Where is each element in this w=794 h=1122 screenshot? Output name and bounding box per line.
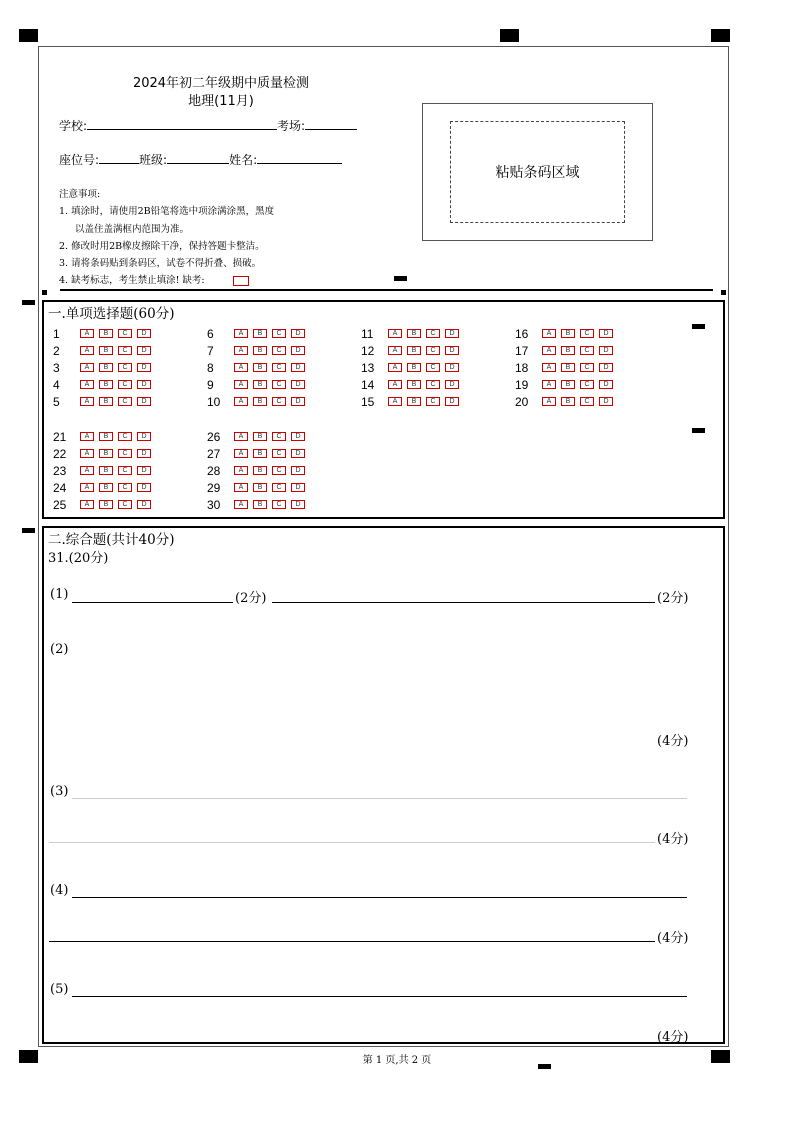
mc-option-bubble[interactable]: C bbox=[118, 380, 132, 389]
mc-option-bubble[interactable]: D bbox=[599, 329, 613, 338]
mc-option-bubble[interactable]: A bbox=[80, 500, 94, 509]
part-1-label: (1) bbox=[50, 587, 69, 602]
mc-question bbox=[207, 464, 310, 477]
note-item: 2. 修改时用2B橡皮擦除干净，保持答题卡整洁。 bbox=[59, 240, 265, 252]
mc-option-bubble[interactable]: D bbox=[291, 397, 305, 406]
mc-option-bubble[interactable]: C bbox=[426, 346, 440, 355]
mc-option-bubble[interactable]: D bbox=[291, 363, 305, 372]
question-31-label: 31.(20分) bbox=[48, 551, 109, 566]
mc-option-bubble[interactable]: A bbox=[80, 346, 94, 355]
seat-class-name-row bbox=[59, 151, 342, 168]
mc-question bbox=[53, 481, 156, 494]
mc-option-bubble[interactable]: B bbox=[407, 397, 421, 406]
mc-question-number: 30 bbox=[207, 497, 221, 512]
mc-question bbox=[207, 361, 310, 374]
registration-mark-top-right bbox=[711, 29, 730, 42]
mc-option-bubble[interactable]: A bbox=[542, 329, 556, 338]
mc-question bbox=[207, 481, 310, 494]
mc-option-bubble[interactable]: A bbox=[234, 449, 248, 458]
header-separator bbox=[60, 289, 713, 291]
mc-option-bubble[interactable]: D bbox=[291, 346, 305, 355]
mc-option-bubble[interactable]: A bbox=[388, 363, 402, 372]
mc-option-bubble[interactable]: B bbox=[99, 500, 113, 509]
mc-option-bubble[interactable]: B bbox=[99, 397, 113, 406]
mc-option-bubble[interactable]: D bbox=[599, 397, 613, 406]
mc-option-bubble[interactable]: C bbox=[118, 397, 132, 406]
mc-question bbox=[207, 430, 310, 443]
mc-question-number: 6 bbox=[207, 326, 214, 341]
mc-option-bubble[interactable]: A bbox=[80, 466, 94, 475]
mc-option-bubble[interactable]: D bbox=[291, 432, 305, 441]
mc-option-bubble[interactable]: D bbox=[137, 500, 151, 509]
mc-option-bubble[interactable]: D bbox=[137, 329, 151, 338]
mc-question bbox=[53, 430, 156, 443]
mc-option-bubble[interactable]: B bbox=[253, 449, 267, 458]
part-2-score: (4分) bbox=[657, 734, 689, 749]
mc-option-bubble[interactable]: B bbox=[99, 483, 113, 492]
mc-option-bubble[interactable]: D bbox=[291, 449, 305, 458]
part-3-score: (4分) bbox=[657, 832, 689, 847]
exam-title: 2024年初二年级期中质量检测 bbox=[132, 76, 310, 91]
mc-option-bubble[interactable]: A bbox=[80, 363, 94, 372]
absent-checkbox[interactable] bbox=[233, 276, 249, 286]
mc-question-number: 1 bbox=[53, 326, 60, 341]
mc-option-bubble[interactable]: A bbox=[388, 380, 402, 389]
mc-question bbox=[53, 395, 156, 408]
mc-question bbox=[207, 327, 310, 340]
mc-option-bubble[interactable]: D bbox=[599, 363, 613, 372]
registration-mark-top-center bbox=[500, 29, 519, 42]
mc-option-bubble[interactable]: D bbox=[291, 483, 305, 492]
mc-option-bubble[interactable]: C bbox=[272, 329, 286, 338]
mc-option-bubble[interactable]: B bbox=[253, 483, 267, 492]
mc-option-bubble[interactable]: C bbox=[580, 363, 594, 372]
mc-question-number: 14 bbox=[361, 377, 375, 392]
exam-room-label: 考场: bbox=[277, 119, 306, 133]
mc-question bbox=[361, 361, 464, 374]
mc-question bbox=[53, 498, 156, 511]
part-1-answer-line-a[interactable] bbox=[72, 602, 233, 603]
class-input[interactable] bbox=[167, 151, 229, 164]
mc-option-bubble[interactable]: D bbox=[137, 466, 151, 475]
mc-option-bubble[interactable]: C bbox=[118, 432, 132, 441]
mc-option-bubble[interactable]: C bbox=[118, 329, 132, 338]
note-item: 以盖住盖满框内范围为准。 bbox=[75, 223, 190, 235]
part-5-answer-line[interactable] bbox=[72, 996, 687, 997]
school-label: 学校: bbox=[59, 119, 88, 133]
mc-question-number: 5 bbox=[53, 394, 60, 409]
mc-option-bubble[interactable]: B bbox=[253, 397, 267, 406]
note-item-absent: 4. 缺考标志，考生禁止填涂! 缺考: bbox=[59, 272, 274, 289]
part-3-answer-line-a[interactable] bbox=[72, 798, 687, 799]
mc-option-bubble[interactable]: D bbox=[137, 397, 151, 406]
mc-option-bubble[interactable]: A bbox=[234, 397, 248, 406]
mc-option-bubble[interactable]: A bbox=[234, 346, 248, 355]
mc-option-bubble[interactable]: B bbox=[99, 432, 113, 441]
instructions bbox=[59, 186, 274, 290]
mc-option-bubble[interactable]: A bbox=[80, 397, 94, 406]
mc-option-bubble[interactable]: A bbox=[234, 380, 248, 389]
mc-option-bubble[interactable]: A bbox=[388, 329, 402, 338]
mc-question bbox=[515, 344, 618, 357]
mc-question bbox=[53, 327, 156, 340]
mc-option-bubble[interactable]: B bbox=[253, 363, 267, 372]
mc-option-bubble[interactable]: A bbox=[542, 346, 556, 355]
mc-option-bubble[interactable]: C bbox=[118, 466, 132, 475]
part-4-answer-line-b[interactable] bbox=[49, 941, 655, 942]
mc-option-bubble[interactable]: B bbox=[253, 432, 267, 441]
mc-option-bubble[interactable]: D bbox=[445, 346, 459, 355]
mc-option-bubble[interactable]: A bbox=[234, 483, 248, 492]
mc-option-bubble[interactable]: B bbox=[561, 363, 575, 372]
mc-option-bubble[interactable]: D bbox=[291, 500, 305, 509]
mc-option-bubble[interactable]: D bbox=[137, 363, 151, 372]
name-input[interactable] bbox=[257, 151, 342, 164]
mc-question bbox=[207, 447, 310, 460]
mc-option-bubble[interactable]: C bbox=[426, 397, 440, 406]
mc-question bbox=[361, 395, 464, 408]
mc-option-bubble[interactable]: D bbox=[291, 466, 305, 475]
mc-option-bubble[interactable]: A bbox=[234, 500, 248, 509]
mc-option-bubble[interactable]: D bbox=[137, 483, 151, 492]
mc-option-bubble[interactable]: A bbox=[234, 466, 248, 475]
mc-option-bubble[interactable]: A bbox=[80, 329, 94, 338]
mc-question-number: 15 bbox=[361, 394, 375, 409]
mc-option-bubble[interactable]: B bbox=[99, 466, 113, 475]
mc-question bbox=[207, 344, 310, 357]
mc-option-bubble[interactable]: B bbox=[99, 363, 113, 372]
mc-question-number: 20 bbox=[515, 394, 529, 409]
mc-question-number: 8 bbox=[207, 360, 214, 375]
mc-option-bubble[interactable]: A bbox=[234, 329, 248, 338]
mc-option-bubble[interactable]: B bbox=[407, 346, 421, 355]
barcode-area bbox=[450, 121, 625, 223]
mc-option-bubble[interactable]: D bbox=[445, 397, 459, 406]
mc-option-bubble[interactable]: C bbox=[580, 329, 594, 338]
mc-option-bubble[interactable]: B bbox=[253, 380, 267, 389]
notes-title: 注意事项: bbox=[59, 189, 101, 200]
mc-question-number: 28 bbox=[207, 463, 221, 478]
mc-question bbox=[53, 344, 156, 357]
mc-option-bubble[interactable]: D bbox=[137, 432, 151, 441]
mc-option-bubble[interactable]: D bbox=[291, 380, 305, 389]
mc-question-number: 23 bbox=[53, 463, 67, 478]
mc-option-bubble[interactable]: B bbox=[253, 466, 267, 475]
mc-question-number: 11 bbox=[361, 326, 374, 341]
mc-option-bubble[interactable]: D bbox=[599, 346, 613, 355]
mc-question bbox=[207, 395, 310, 408]
mc-option-bubble[interactable]: C bbox=[118, 346, 132, 355]
timing-mark bbox=[22, 300, 35, 305]
mc-option-bubble[interactable]: C bbox=[272, 432, 286, 441]
mc-question bbox=[53, 447, 156, 460]
mc-question-number: 26 bbox=[207, 429, 221, 444]
mc-question bbox=[515, 378, 618, 391]
mc-option-bubble[interactable]: B bbox=[99, 380, 113, 389]
mc-option-bubble[interactable]: C bbox=[272, 466, 286, 475]
mc-option-bubble[interactable]: D bbox=[445, 329, 459, 338]
mc-option-bubble[interactable]: A bbox=[542, 380, 556, 389]
mc-option-bubble[interactable]: C bbox=[118, 363, 132, 372]
mc-option-bubble[interactable]: B bbox=[561, 346, 575, 355]
mc-option-bubble[interactable]: A bbox=[80, 449, 94, 458]
mc-question-number: 17 bbox=[515, 343, 529, 358]
part-3-label: (3) bbox=[50, 784, 69, 799]
mc-option-bubble[interactable]: B bbox=[253, 500, 267, 509]
mc-question-number: 29 bbox=[207, 480, 221, 495]
mc-question bbox=[515, 327, 618, 340]
seat-input[interactable] bbox=[99, 151, 139, 164]
mc-option-bubble[interactable]: B bbox=[407, 363, 421, 372]
mc-option-bubble[interactable]: D bbox=[599, 380, 613, 389]
mc-option-bubble[interactable]: D bbox=[445, 380, 459, 389]
mc-question bbox=[207, 498, 310, 511]
note-item: 3. 请将条码贴到条码区，试卷不得折叠、损破。 bbox=[59, 258, 262, 270]
part-1-score-b: (2分) bbox=[657, 591, 689, 606]
part-4-score: (4分) bbox=[657, 931, 689, 946]
timing-mark bbox=[22, 528, 35, 533]
mc-option-bubble[interactable]: D bbox=[445, 363, 459, 372]
mc-option-bubble[interactable]: B bbox=[561, 380, 575, 389]
mc-option-bubble[interactable]: A bbox=[80, 483, 94, 492]
mc-option-bubble[interactable]: A bbox=[388, 346, 402, 355]
mc-question bbox=[53, 361, 156, 374]
mc-question bbox=[53, 464, 156, 477]
class-label: 班级: bbox=[139, 153, 168, 167]
mc-question-number: 18 bbox=[515, 360, 529, 375]
mc-option-bubble[interactable]: B bbox=[407, 329, 421, 338]
page-footer: 第 1 页,共 2 页 bbox=[362, 1055, 432, 1066]
mc-question-number: 4 bbox=[53, 377, 60, 392]
mc-option-bubble[interactable]: B bbox=[253, 329, 267, 338]
mc-option-bubble[interactable]: C bbox=[272, 483, 286, 492]
mc-option-bubble[interactable]: A bbox=[80, 380, 94, 389]
mc-option-bubble[interactable]: B bbox=[407, 380, 421, 389]
part-5-score: (4分) bbox=[657, 1030, 689, 1045]
part-3-answer-line-b[interactable] bbox=[49, 842, 655, 843]
mc-option-bubble[interactable]: C bbox=[272, 397, 286, 406]
section2-title: 二.综合题(共计40分) bbox=[48, 532, 175, 548]
mc-question-number: 2 bbox=[53, 343, 60, 358]
mc-option-bubble[interactable]: C bbox=[272, 449, 286, 458]
mc-option-bubble[interactable]: C bbox=[118, 449, 132, 458]
mc-question bbox=[515, 395, 618, 408]
part-5-label: (5) bbox=[50, 982, 69, 997]
mc-option-bubble[interactable]: D bbox=[137, 380, 151, 389]
mc-option-bubble[interactable]: A bbox=[234, 363, 248, 372]
part-1-score-a: (2分) bbox=[235, 591, 267, 606]
mc-option-bubble[interactable]: B bbox=[99, 346, 113, 355]
mc-question-number: 13 bbox=[361, 360, 375, 375]
mc-question-number: 7 bbox=[207, 343, 214, 358]
part-4-answer-line-a[interactable] bbox=[72, 897, 687, 898]
barcode-label: 粘贴条码区域 bbox=[495, 165, 580, 181]
mc-option-bubble[interactable]: D bbox=[291, 329, 305, 338]
mc-option-bubble[interactable]: B bbox=[99, 449, 113, 458]
mc-question-number: 3 bbox=[53, 360, 60, 375]
mc-question bbox=[207, 378, 310, 391]
mc-question-number: 21 bbox=[53, 429, 67, 444]
mc-question-number: 24 bbox=[53, 480, 67, 495]
mc-option-bubble[interactable]: C bbox=[580, 397, 594, 406]
mc-option-bubble[interactable]: C bbox=[118, 483, 132, 492]
mc-option-bubble[interactable]: D bbox=[137, 346, 151, 355]
mc-option-bubble[interactable]: A bbox=[234, 432, 248, 441]
comprehensive-section bbox=[42, 526, 725, 1044]
mc-option-bubble[interactable]: A bbox=[80, 432, 94, 441]
mc-option-bubble[interactable]: C bbox=[272, 500, 286, 509]
mc-question bbox=[361, 344, 464, 357]
part-2-label: (2) bbox=[50, 642, 69, 657]
mc-option-bubble[interactable]: C bbox=[426, 329, 440, 338]
note-item: 1. 填涂时，请使用2B铅笔将选中项涂满涂黑，黑度 bbox=[59, 206, 275, 218]
mc-option-bubble[interactable]: B bbox=[253, 346, 267, 355]
mc-question-number: 27 bbox=[207, 446, 221, 461]
mc-option-bubble[interactable]: B bbox=[99, 329, 113, 338]
mc-question-number: 19 bbox=[515, 377, 529, 392]
mc-option-bubble[interactable]: D bbox=[137, 449, 151, 458]
mc-question-number: 10 bbox=[207, 394, 221, 409]
mc-option-bubble[interactable]: A bbox=[542, 397, 556, 406]
mc-option-bubble[interactable]: C bbox=[272, 380, 286, 389]
section1-title: 一.单项选择题(60分) bbox=[48, 306, 175, 322]
mc-option-bubble[interactable]: B bbox=[561, 397, 575, 406]
mc-option-bubble[interactable]: C bbox=[118, 500, 132, 509]
mc-option-bubble[interactable]: A bbox=[388, 397, 402, 406]
exam-subtitle: 地理(11月) bbox=[188, 94, 254, 109]
mc-option-bubble[interactable]: B bbox=[561, 329, 575, 338]
mc-question-number: 16 bbox=[515, 326, 529, 341]
mc-option-bubble[interactable]: C bbox=[426, 363, 440, 372]
mc-question bbox=[361, 378, 464, 391]
mc-question-number: 12 bbox=[361, 343, 375, 358]
mc-question bbox=[515, 361, 618, 374]
registration-mark-top-left bbox=[19, 29, 38, 42]
mc-option-bubble[interactable]: C bbox=[272, 363, 286, 372]
school-input[interactable] bbox=[87, 117, 277, 130]
school-exam-room-row bbox=[59, 117, 357, 134]
mc-option-bubble[interactable]: A bbox=[542, 363, 556, 372]
mc-question-number: 9 bbox=[207, 377, 214, 392]
part-4-label: (4) bbox=[50, 883, 69, 898]
mc-option-bubble[interactable]: C bbox=[580, 380, 594, 389]
name-label: 姓名: bbox=[229, 153, 258, 167]
mc-option-bubble[interactable]: C bbox=[580, 346, 594, 355]
seat-label: 座位号: bbox=[59, 153, 100, 167]
exam-room-input[interactable] bbox=[305, 117, 357, 130]
mc-question-number: 25 bbox=[53, 497, 67, 512]
mc-question-number: 22 bbox=[53, 446, 67, 461]
mc-question bbox=[361, 327, 464, 340]
mc-option-bubble[interactable]: C bbox=[426, 380, 440, 389]
part-1-answer-line-b[interactable] bbox=[272, 602, 655, 603]
mc-option-bubble[interactable]: C bbox=[272, 346, 286, 355]
mc-question bbox=[53, 378, 156, 391]
